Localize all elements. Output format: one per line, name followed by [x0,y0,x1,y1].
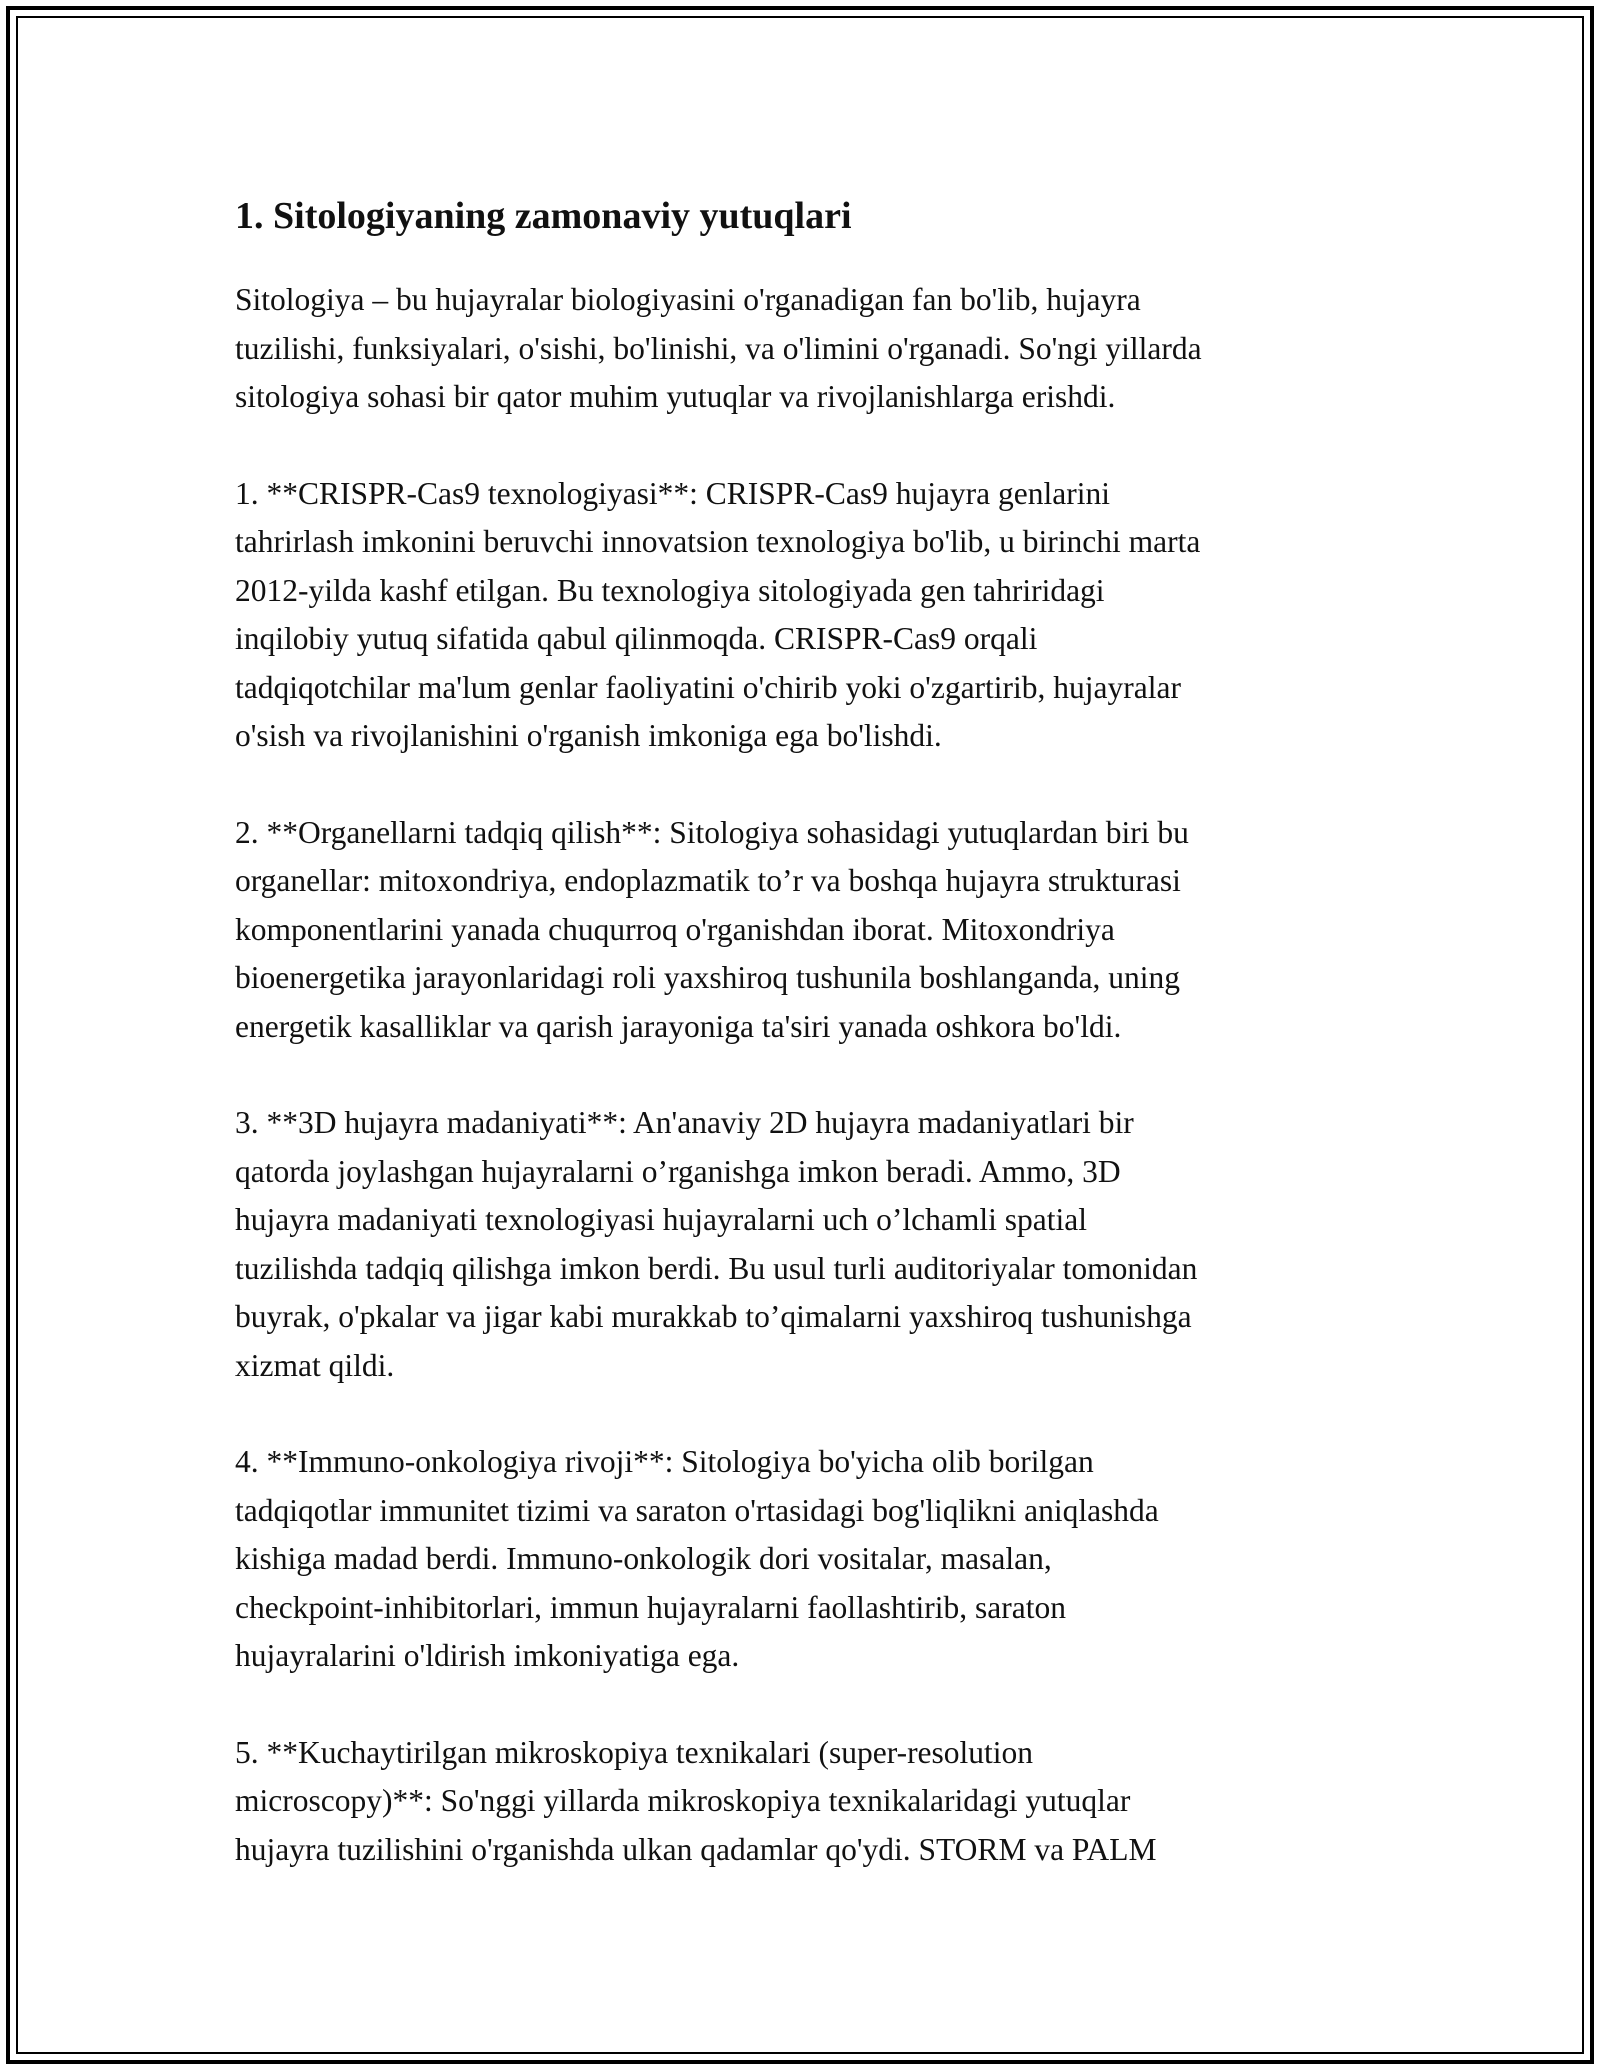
paragraph-microscopy: 5. **Kuchaytirilgan mikroskopiya texnikalari (super-resolution microscopy)**: So'nggi yillarda mikroskopiya texnikalaridagi yutuqlar hujayra tuzilishini o'rganishda ulkan qadamlar qo'ydi. STORM va PALM [235,1734,1157,1867]
document-body [235,180,1385,1874]
paragraph-3d-culture: 3. **3D hujayra madaniyati**: An'anaviy 2D hujayra madaniyatlari bir qatorda joylashgan hujayralarni o’rganishga imkon beradi. Ammo, 3D hujayra madaniyati texnologiyasi hujayralarni uch o’lchamli spatial tuzilishda tadqiq qilishga imkon berdi. Bu usul turli auditoriyalar tomonidan buyrak, o'pkalar va jigar kabi murakkab to’qimalarni yaxshiroq tushunishga xizmat qildi. [235,1105,1198,1383]
document-title: 1. Sitologiyaning zamonaviy yutuqlari [235,195,852,237]
paragraph-crispr: 1. **CRISPR-Cas9 texnologiyasi**: CRISPR-Cas9 hujayra genlarini tahrirlash imkonini beruvchi innovatsion texnologiya bo'lib, u birinchi marta 2012-yilda kashf etilgan. Bu texnologiya sitologiyada gen tahriridagi inqilobiy yutuq sifatida qabul qilinmoqda. CRISPR-Cas9 orqali tadqiqotchilar ma'lum genlar faoliyatini o'chirib yoki o'zgartirib, hujayralar o'sish va rivojlanishini o'rganish imkoniga ega bo'lishdi. [235,475,1201,753]
paragraph-immuno-oncology: 4. **Immuno-onkologiya rivoji**: Sitologiya bo'yicha olib borilgan tadqiqotlar immunitet tizimi va saraton o'rtasidagi bog'liqlikni aniqlashda kishiga madad berdi. Immuno-onkologik dori vositalar, masalan, checkpoint-inhibitorlari, immun hujayralarni faollashtirib, saraton hujayralarini o'ldirish imkoniyatiga ega. [235,1444,1159,1673]
paragraph-organelles: 2. **Organellarni tadqiq qilish**: Sitologiya sohasidagi yutuqlardan biri bu organellar: mitoxondriya, endoplazmatik to’r va boshqa hujayra strukturasi komponentlarini yanada chuqurroq o'rganishdan iborat. Mitoxondriya bioenergetika jarayonlaridagi roli yaxshiroq tushunila boshlanganda, uning energetik kasalliklar va qarish jarayoniga ta'siri yanada oshkora bo'ldi. [235,814,1189,1044]
intro-paragraph: Sitologiya – bu hujayralar biologiyasini o'rganadigan fan bo'lib, hujayra tuzilishi, funksiyalari, o'sishi, bo'linishi, va o'limini o'rganadi. So'ngi yillarda sitologiya sohasi bir qator muhim yutuqlar va rivojlanishlarga erishdi. [235,282,1202,414]
